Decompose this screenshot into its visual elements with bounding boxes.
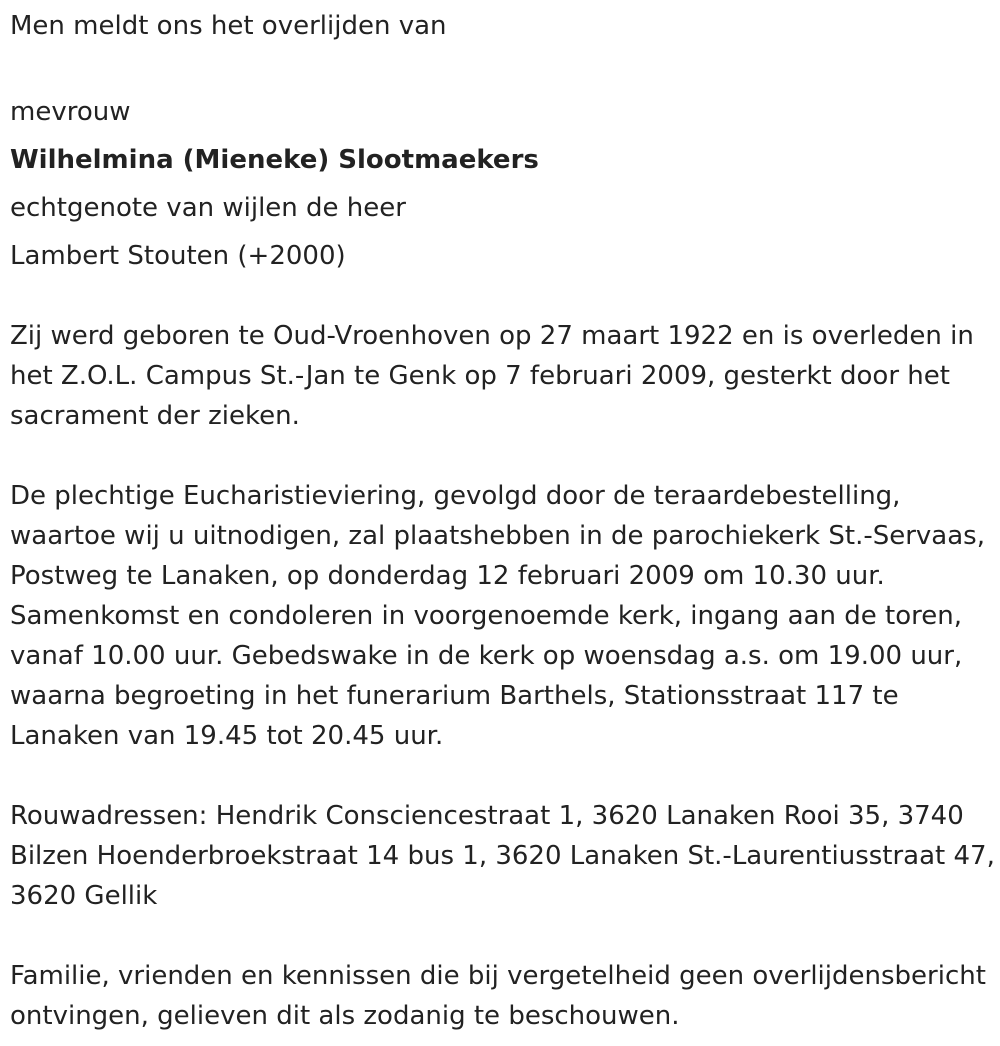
death-notice — [10, 0, 995, 1036]
deceased-name: Wilhelmina (Mieneke) Slootmaekers — [10, 145, 539, 175]
relation-text: echtgenote van wijlen de heer — [10, 193, 406, 223]
spacer — [10, 46, 995, 86]
intro-text: Men meldt ons het overlijden van — [10, 11, 447, 41]
spacer — [10, 916, 995, 956]
spacer — [10, 276, 995, 316]
spouse-name: Lambert Stouten (+2000) — [10, 241, 346, 271]
spacer — [10, 436, 995, 476]
honorific: mevrouw — [10, 97, 131, 127]
ceremony-paragraph: De plechtige Eucharistieviering, gevolgd door de teraardebestelling, waartoe wij u uitnodigen, zal plaatshebben in de parochiekerk St.-Servaas, Postweg te Lanaken, op donderdag 12 februari 2009 om 10.30 uur. Samenkomst en condoleren in voorgenoemde kerk, ingang aan de toren, vanaf 10.00 uur. Gebedswake in de kerk op woensdag a.s. om 19.00 uur, waarna begroeting in het funerarium Barthels, Stationsstraat 117 te Lanaken van 19.45 tot 20.45 uur. — [10, 481, 985, 751]
spacer — [10, 756, 995, 796]
addresses-paragraph: Rouwadressen: Hendrik Consciencestraat 1, 3620 Lanaken Rooi 35, 3740 Bilzen Hoenderbroekstraat 14 bus 1, 3620 Lanaken St.-Laurentiusstraat 47, 3620 Gellik — [10, 801, 995, 911]
closing-paragraph: Familie, vrienden en kennissen die bij vergetelheid geen overlijdensbericht ontvingen, gelieven dit als zodanig te beschouwen. — [10, 961, 986, 1031]
birth-death-paragraph: Zij werd geboren te Oud-Vroenhoven op 27 maart 1922 en is overleden in het Z.O.L. Campus St.-Jan te Genk op 7 februari 2009, gesterkt door het sacrament der zieken. — [10, 321, 974, 431]
